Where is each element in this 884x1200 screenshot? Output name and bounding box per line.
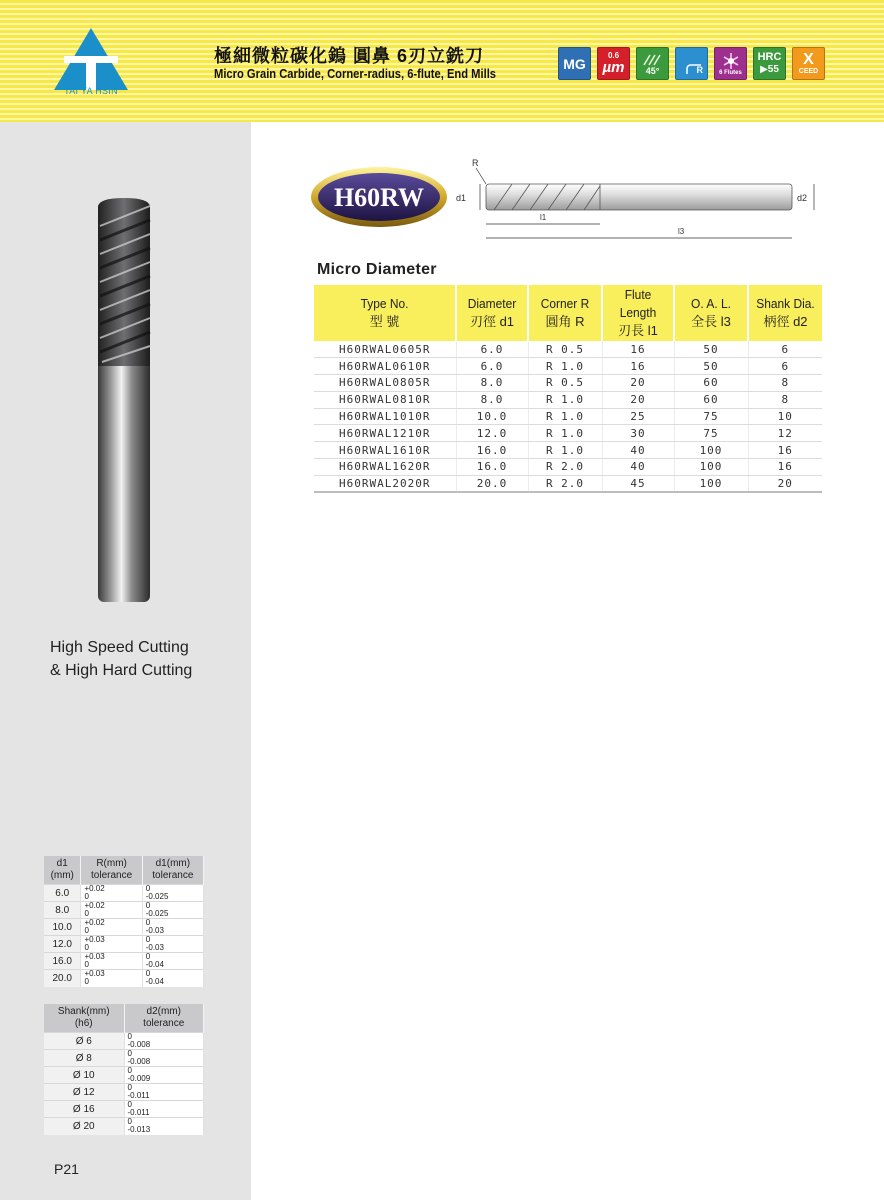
spec-cell-type: H60RWAL2020R <box>314 475 456 492</box>
spec-cell-fl: 25 <box>602 408 674 425</box>
spec-cell-shank: 16 <box>748 459 822 476</box>
corner-radius-icon: R <box>675 47 708 80</box>
spec-cell-fl: 40 <box>602 442 674 459</box>
spec-cell-shank: 6 <box>748 358 822 375</box>
spec-cell-dia: 8.0 <box>456 391 528 408</box>
spec-cell-oal: 100 <box>674 475 748 492</box>
d1-tolerance-cell: 0 -0.03 <box>142 919 203 936</box>
spec-cell-oal: 50 <box>674 358 748 375</box>
hrc-badge: HRC ▶55 <box>753 47 786 80</box>
spec-cell-dia: 6.0 <box>456 358 528 375</box>
d1-tolerance-cell: 0 -0.025 <box>142 902 203 919</box>
page-number: P21 <box>54 1161 79 1177</box>
spec-cell-shank: 10 <box>748 408 822 425</box>
table-row <box>44 1101 204 1118</box>
spec-cell-dia: 6.0 <box>456 341 528 358</box>
d1-tolerance-cell: 0 -0.03 <box>142 936 203 953</box>
title-chinese: 極細微粒碳化鎢 圓鼻 6刃立銑刀 <box>214 46 485 66</box>
table-row <box>44 953 204 970</box>
brand-name: TAI YA HSIN <box>64 86 118 96</box>
spec-cell-dia: 12.0 <box>456 425 528 442</box>
spec-cell-fl: 40 <box>602 459 674 476</box>
table-row <box>314 475 822 492</box>
spec-cell-type: H60RWAL1610R <box>314 442 456 459</box>
table-row <box>44 970 204 987</box>
ceed-badge: X CEED <box>792 47 825 80</box>
spec-header-cell: O. A. L. 全長 l3 <box>674 285 748 341</box>
table-row <box>314 425 822 442</box>
spec-header-cell: Flute Length 刃長 l1 <box>602 285 674 341</box>
slogan-line-2: & High Hard Cutting <box>50 662 193 679</box>
table-row <box>44 936 204 953</box>
spec-cell-r: R 0.5 <box>528 341 602 358</box>
spec-cell-shank: 20 <box>748 475 822 492</box>
mg-badge: MG <box>558 47 591 80</box>
r-tolerance-cell: +0.02 0 <box>81 919 142 936</box>
d1-r-tolerance-table <box>44 856 204 987</box>
spec-cell-r: R 1.0 <box>528 425 602 442</box>
spec-cell-fl: 45 <box>602 475 674 492</box>
spec-header-cell: Corner R 圓角 R <box>528 285 602 341</box>
section-title: Micro Diameter <box>317 261 437 278</box>
table-row <box>44 1067 204 1084</box>
label-l3: l3 <box>678 227 685 236</box>
spec-cell-oal: 75 <box>674 408 748 425</box>
table-row <box>314 391 822 408</box>
table-row <box>44 1033 204 1050</box>
d1-tolerance-cell: 0 -0.025 <box>142 885 203 902</box>
d1-cell: 10.0 <box>44 919 81 936</box>
d2-tolerance-cell: 0 -0.011 <box>124 1101 204 1118</box>
table-row <box>44 1118 204 1135</box>
d1-tolerance-cell: 0 -0.04 <box>142 953 203 970</box>
r-tolerance-cell: +0.03 0 <box>81 953 142 970</box>
label-l1: l1 <box>540 213 547 222</box>
end-mill-photo <box>88 196 158 608</box>
r-tolerance-cell: +0.02 0 <box>81 902 142 919</box>
table-row <box>314 341 822 358</box>
spec-cell-r: R 0.5 <box>528 375 602 392</box>
d2-tolerance-cell: 0 -0.009 <box>124 1067 204 1084</box>
spec-cell-fl: 16 <box>602 341 674 358</box>
spec-cell-oal: 100 <box>674 459 748 476</box>
d1-cell: 16.0 <box>44 953 81 970</box>
d1-cell: 6.0 <box>44 885 81 902</box>
spec-cell-type: H60RWAL1620R <box>314 459 456 476</box>
header-cell: Shank(mm) (h6) <box>44 1004 124 1033</box>
page-header <box>0 0 884 122</box>
shank-cell: Ø 10 <box>44 1067 124 1084</box>
spec-cell-r: R 1.0 <box>528 391 602 408</box>
table-row <box>314 442 822 459</box>
spec-cell-dia: 16.0 <box>456 442 528 459</box>
spec-cell-dia: 8.0 <box>456 375 528 392</box>
d1-tolerance-cell: 0 -0.04 <box>142 970 203 987</box>
spec-cell-fl: 16 <box>602 358 674 375</box>
table-row <box>44 1084 204 1101</box>
d1-cell: 12.0 <box>44 936 81 953</box>
spec-cell-fl: 20 <box>602 391 674 408</box>
spec-cell-shank: 16 <box>748 442 822 459</box>
title-english: Micro Grain Carbide, Corner-radius, 6-flute, End Mills <box>214 66 497 81</box>
spec-cell-oal: 50 <box>674 341 748 358</box>
r-tolerance-cell: +0.02 0 <box>81 885 142 902</box>
d2-tolerance-cell: 0 -0.008 <box>124 1033 204 1050</box>
h60rw-model-badge <box>310 166 448 228</box>
d1-cell: 8.0 <box>44 902 81 919</box>
shank-cell: Ø 12 <box>44 1084 124 1101</box>
spec-cell-oal: 75 <box>674 425 748 442</box>
spec-cell-shank: 8 <box>748 391 822 408</box>
spec-cell-dia: 10.0 <box>456 408 528 425</box>
r-tolerance-cell: +0.03 0 <box>81 936 142 953</box>
spec-cell-r: R 1.0 <box>528 442 602 459</box>
grain-size-badge: 0.6 µm <box>597 47 630 80</box>
spec-cell-shank: 6 <box>748 341 822 358</box>
spec-cell-r: R 2.0 <box>528 475 602 492</box>
shank-cell: Ø 6 <box>44 1033 124 1050</box>
six-flutes-icon: 6 Flutes <box>714 47 747 80</box>
helix-angle-icon: 45° <box>636 47 669 80</box>
slogan-line-1: High Speed Cutting <box>50 639 189 656</box>
spec-cell-dia: 20.0 <box>456 475 528 492</box>
spec-cell-r: R 2.0 <box>528 459 602 476</box>
spec-cell-shank: 12 <box>748 425 822 442</box>
table-row <box>44 885 204 902</box>
shank-cell: Ø 20 <box>44 1118 124 1135</box>
spec-header-cell: Type No. 型 號 <box>314 285 456 341</box>
d2-tolerance-cell: 0 -0.008 <box>124 1050 204 1067</box>
table-row <box>314 358 822 375</box>
header-cell: d1(mm) tolerance <box>142 856 203 885</box>
label-r: R <box>472 158 479 168</box>
spec-cell-shank: 8 <box>748 375 822 392</box>
shank-cell: Ø 16 <box>44 1101 124 1118</box>
spec-cell-oal: 100 <box>674 442 748 459</box>
spec-cell-type: H60RWAL0810R <box>314 391 456 408</box>
spec-cell-type: H60RWAL0610R <box>314 358 456 375</box>
table-row <box>44 1050 204 1067</box>
shank-cell: Ø 8 <box>44 1050 124 1067</box>
spec-cell-oal: 60 <box>674 391 748 408</box>
spec-cell-oal: 60 <box>674 375 748 392</box>
header-cell: R(mm) tolerance <box>81 856 142 885</box>
spec-cell-type: H60RWAL0605R <box>314 341 456 358</box>
label-d2: d2 <box>797 193 808 203</box>
table-row <box>44 902 204 919</box>
spec-cell-type: H60RWAL1010R <box>314 408 456 425</box>
spec-cell-dia: 16.0 <box>456 459 528 476</box>
r-tolerance-cell: +0.03 0 <box>81 970 142 987</box>
d1-cell: 20.0 <box>44 970 81 987</box>
spec-header-cell: Diameter 刃徑 d1 <box>456 285 528 341</box>
model-name: H60RW <box>333 183 425 212</box>
label-d1: d1 <box>456 193 467 203</box>
header-cell: d2(mm) tolerance <box>124 1004 204 1033</box>
shank-tolerance-table <box>44 1004 204 1135</box>
spec-cell-r: R 1.0 <box>528 408 602 425</box>
d2-tolerance-cell: 0 -0.011 <box>124 1084 204 1101</box>
table-row <box>314 459 822 476</box>
header-cell: d1 (mm) <box>44 856 81 885</box>
table-row <box>44 919 204 936</box>
spec-header-cell: Shank Dia. 柄徑 d2 <box>748 285 822 341</box>
table-row <box>314 408 822 425</box>
slogan <box>50 636 192 682</box>
spec-cell-fl: 20 <box>602 375 674 392</box>
spec-table <box>314 285 822 493</box>
table-row <box>314 375 822 392</box>
d2-tolerance-cell: 0 -0.013 <box>124 1118 204 1135</box>
spec-cell-fl: 30 <box>602 425 674 442</box>
feature-badges <box>558 47 825 80</box>
spec-cell-type: H60RWAL1210R <box>314 425 456 442</box>
spec-cell-type: H60RWAL0805R <box>314 375 456 392</box>
spec-cell-r: R 1.0 <box>528 358 602 375</box>
dimension-diagram <box>454 156 824 246</box>
